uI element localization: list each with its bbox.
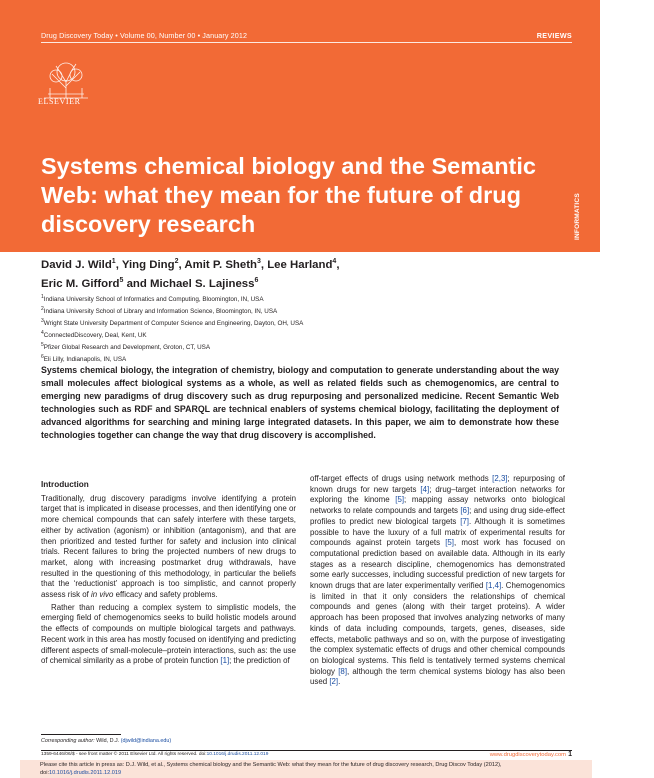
- affiliation-sup: 4: [41, 330, 44, 336]
- orange-header-band: [0, 0, 654, 252]
- side-label-bold: INFORMATICS: [574, 193, 581, 240]
- author-sup: 4: [332, 258, 337, 265]
- text-run: Rather than reducing a complex system to simplistic models, the emerging field of chemogenomics seeks to build holistic models around the effects of compounds on multiple biological targets and pathways. Recent work in this area has mostly focused on identifying and predicting different aspects of small-molecule–protein interactions, such as: the use of chemical similarity as a probe of protein function: [41, 602, 296, 666]
- right-column: [310, 474, 565, 688]
- author: Amit P. Sheth: [184, 258, 257, 271]
- authors-conjunction: and: [126, 277, 147, 290]
- affiliation: [41, 329, 541, 341]
- footer-divider: [41, 750, 572, 751]
- reference-link[interactable]: [8]: [338, 666, 348, 676]
- text-run: , most work has focused on computational prediction based on available data. Although in its early stages as a research discipline, chemogenomics has demonstrated some early successes, including successful prediction of new targets for known drugs that are later experimentally verified: [310, 538, 565, 591]
- corresponding-author: [41, 738, 171, 744]
- text-run: ; and using drug side-effect profiles to predict new biological targets: [310, 506, 565, 526]
- author: Eric M. Gifford: [41, 277, 120, 290]
- affiliation: [41, 317, 541, 329]
- citation-doi-link[interactable]: 10.1016/j.drudis.2011.12.019: [49, 770, 122, 776]
- reference-link[interactable]: [4]: [420, 484, 430, 494]
- citation-text: Please cite this article in press as: D.J. Wild, et al., Systems chemical biology and the Semantic Web: what they mean for the future of drug discovery research, Drug Discov Today (2012), doi:: [40, 762, 502, 776]
- reference-link[interactable]: [2,3]: [492, 474, 508, 483]
- author-sup: 6: [254, 276, 259, 284]
- footer-copyright: [41, 752, 268, 757]
- text-run: ; drug–target interaction networks for exploring the kinome: [310, 484, 565, 505]
- reference-link[interactable]: [6]: [460, 506, 470, 516]
- text-run: ; repurposing of known drugs for new targets: [310, 474, 565, 494]
- affiliation-sup: 5: [41, 342, 44, 348]
- affiliation: [41, 293, 541, 305]
- reference-link[interactable]: [5]: [445, 538, 454, 548]
- corresponding-name: Wild, D.J.: [96, 738, 120, 744]
- abstract: Systems chemical biology, the integration of chemistry, biology and computation to generate understanding about the way small molecules affect biological systems as a whole, as well as related fields such as chemogenomics, are central to emerging new paradigms of drug discovery such as drug repurposing and personalized medicine. Recent Semantic Web technologies such as RDF and SPARQL are technical enablers of systems chemical biology, facilitating the deployment of advanced algorithms for searching and mining large integrated datasets. In this paper, we aim to demonstrate how these technologies together can change the way that drug discovery is accomplished.: [41, 365, 559, 440]
- journal-website-link[interactable]: www.drugdiscoverytoday.com: [489, 752, 566, 758]
- corresponding-label: Corresponding author:: [41, 738, 95, 744]
- corresponding-email-link[interactable]: (djwild@indiana.edu): [120, 738, 172, 744]
- text-run: ; mapping assay networks onto biological networks to relate compounds and targets: [310, 495, 565, 516]
- affiliation-text: Eli Lilly, Indianapolis, IN, USA: [43, 356, 127, 364]
- section-label-reviews: REVIEWS: [536, 31, 572, 40]
- affiliation-sup: 6: [41, 354, 44, 360]
- header-divider: [41, 42, 572, 43]
- author-sup: 3: [256, 258, 261, 265]
- affiliation-sup: 1: [41, 294, 44, 300]
- page-number: 1: [568, 751, 572, 758]
- affiliation-text: Indiana University School of Library and Information Science, Bloomington, IN, USA: [43, 308, 278, 316]
- side-section-label: [574, 160, 654, 240]
- text-run: ; the prediction of: [229, 656, 290, 666]
- copyright-text: 1359-6446/06/$ - see front matter © 2011 Elsevier Ltd. All rights reserved. doi:: [41, 752, 207, 757]
- reference-link[interactable]: [5]: [395, 495, 405, 505]
- intro-paragraph-1: [41, 494, 296, 601]
- text-run: . Although it is sometimes possible to have the luxury of a full matrix of experimental results for compounds against protein targets: [310, 516, 565, 548]
- author-sup: 2: [174, 258, 179, 265]
- author-sup: 5: [119, 276, 124, 284]
- reference-link[interactable]: [7]: [460, 516, 469, 526]
- doi-link[interactable]: 10.1016/j.drudis.2011.12.019: [206, 752, 269, 757]
- affiliation: [41, 341, 541, 353]
- text-run: . Chemogenomics is limited in that it only considers the relationships of chemical compounds and genes (along with their target proteins). A wider approach has been proposed that involves analyzing networks of many kinds of data including compounds, targets, genes, diseases, side effects, metabolic pathways and so on, with the purpose of investigating the complex systematic effects of drugs and other chemical compounds on biological systems. This field is tentatively termed systems chemical biology: [310, 581, 566, 676]
- intro-paragraph-2: [41, 603, 296, 667]
- text-run: Traditionally, drug discovery paradigms involve identifying a protein target that is implicated in disease processes, and then identifying one or more chemical compounds that can safely interfere with these targets, either by activation (agonism) or inhibition (antagonism), and that are then prioritized and tested further for safety and inclusion into clinical trials. Recent failures to bring the projected numbers of new drugs to market, along with increasing postmarket drug withdrawals, have resulted in the questioning of this methodology, in particular the beliefs that the ‘reductionist’ approach is too simplistic, and cannot properly assess risk of: [41, 493, 296, 600]
- affiliation-text: ConnectedDiscovery, Deal, Kent, UK: [43, 332, 147, 340]
- author: David J. Wild: [41, 258, 112, 271]
- side-label-light: Reviews •: [623, 233, 654, 240]
- affiliation-list: [41, 293, 541, 365]
- author: Ying Ding: [121, 258, 175, 271]
- publisher-wordmark: ELSEVIER: [38, 97, 81, 106]
- affiliation-sup: 3: [41, 318, 44, 324]
- reference-link[interactable]: [1]: [220, 656, 230, 666]
- affiliation-text: Indiana University School of Informatics and Computing, Bloomington, IN, USA: [43, 296, 264, 304]
- section-heading-introduction: Introduction: [41, 480, 89, 489]
- footnote-divider: [41, 734, 121, 735]
- reference-link[interactable]: [1,4]: [485, 581, 502, 591]
- affiliation-sup: 2: [41, 306, 44, 312]
- affiliation-text: Wright State University Department of Computer Science and Engineering, Dayton, OH, USA: [43, 320, 304, 328]
- text-run: .: [338, 677, 341, 687]
- affiliation-text: Pfizer Global Research and Development, Groton, CT, USA: [43, 344, 211, 352]
- author: Lee Harland: [267, 258, 333, 271]
- author: Michael S. Lajiness: [150, 277, 255, 290]
- author-list: David J. Wild$^1$, Ying Ding$^2$, Amit P. Sheth$^3$, Lee Harland$^4$, Eric M. Gifford$^5$ and Michael S. Lajiness$^6$: [41, 258, 340, 290]
- reference-link[interactable]: [2]: [329, 677, 339, 687]
- citation-notice: [20, 760, 592, 778]
- text-run: , although the term chemical systems biology has also been used: [310, 666, 566, 687]
- affiliation: [41, 305, 541, 317]
- left-column: [41, 480, 296, 667]
- italic-run: in vivo: [91, 590, 114, 600]
- text-run: off-target effects of drugs using network methods: [310, 474, 493, 483]
- author-sup: 1: [111, 258, 116, 265]
- right-column-paragraph: [310, 474, 565, 688]
- journal-issue-line: Drug Discovery Today • Volume 00, Number 00 • January 2012: [41, 31, 248, 40]
- article-title: Systems chemical biology and the Semantic Web: what they mean for the future of drug discovery research: [41, 153, 536, 237]
- text-run: efficacy and safety problems.: [113, 590, 218, 600]
